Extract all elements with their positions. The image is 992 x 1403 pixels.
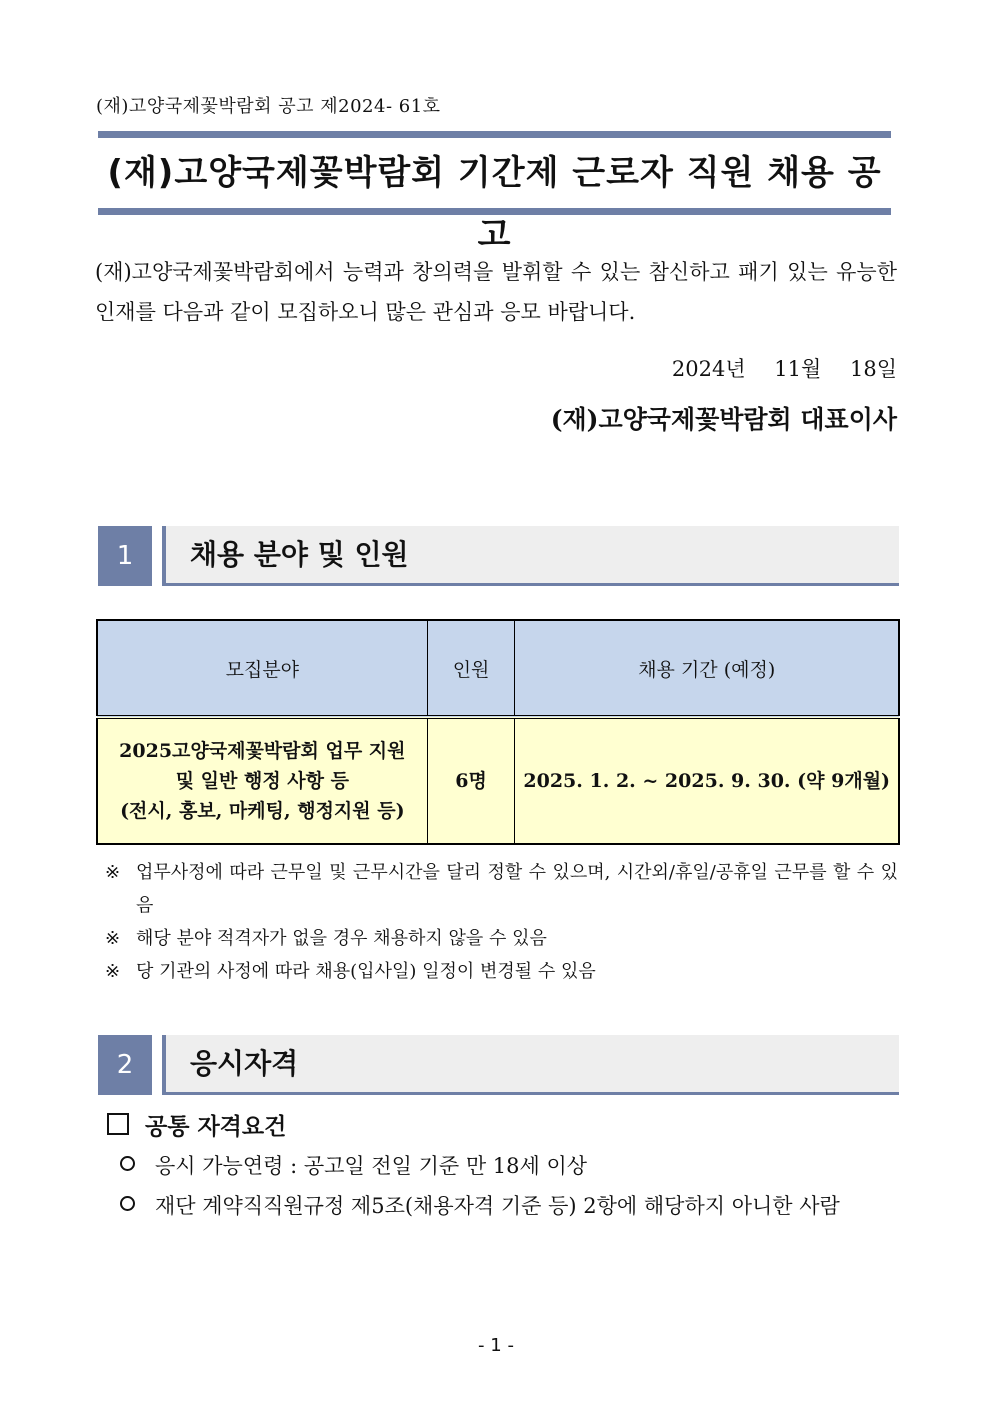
intro-paragraph: (재)고양국제꽃박람회에서 능력과 창의력을 발휘할 수 있는 참신하고 패기 있는 유능한 인재를 다음과 같이 모집하오니 많은 관심과 응모 바랍니다. [95,260,897,324]
circle-bullet-icon [120,1196,135,1211]
column-header: 채용 기간 (예정) [515,620,899,717]
section-number: 2 [98,1035,152,1095]
notice-date: 2024년 11월 18일 [671,357,897,381]
reference-mark: ※ [105,961,121,982]
circle-bullet-icon [120,1156,135,1171]
column-header: 인원 [427,620,515,717]
section-title: 채용 분야 및 인원 [190,538,409,571]
recruitment-table [96,619,900,845]
table-header-row [97,620,899,717]
field-line: 2025고양국제꽃박람회 업무 지원 [119,740,406,762]
notes-list [100,856,898,988]
requirement-item: 응시 가능연령 : 공고일 전일 기준 만 18세 이상 [120,1150,587,1180]
requirements-subheading: 공통 자격요건 [107,1108,286,1141]
note-item: ※ 해당 분야 적격자가 없을 경우 채용하지 않을 수 있음 [100,922,898,955]
notice-number: (재)고양국제꽃박람회 공고 제2024- 61호 [96,96,441,117]
section-2-header [98,1035,899,1095]
note-item: ※ 당 기관의 사정에 따라 채용(입사일) 일정이 변경될 수 있음 [100,955,898,988]
section-title: 응시자격 [190,1047,299,1080]
recruitment-field-cell [97,717,427,844]
title-bottom-rule [98,208,891,215]
reference-mark: ※ [105,862,121,883]
note-item: ※ 업무사정에 따라 근무일 및 근무시간을 달리 정할 수 있으며, 시간외/휴일/공휴일 근무를 할 수 있음 [100,856,898,922]
page-number: - 1 - [478,1335,514,1356]
square-bullet-icon [107,1113,129,1135]
field-line: 및 일반 행정 사항 등 [175,770,349,792]
section-number: 1 [98,526,152,586]
section-1-header [98,526,899,586]
requirement-item: 재단 계약직직원규정 제5조(채용자격 기준 등) 2항에 해당하지 아니한 사람 [120,1190,840,1220]
field-line: (전시, 홍보, 마케팅, 행정지원 등) [120,800,405,822]
title-top-rule [98,131,891,138]
column-header: 모집분야 [97,620,427,717]
table-row [97,717,899,844]
page-title: (재)고양국제꽃박람회 기간제 근로자 직원 채용 공고 [107,153,882,255]
signature: (재)고양국제꽃박람회 대표이사 [550,405,897,434]
reference-mark: ※ [105,928,121,949]
period-cell: 2025. 1. 2. ~ 2025. 9. 30. (약 9개월) [515,717,899,844]
headcount-cell: 6명 [427,717,515,844]
